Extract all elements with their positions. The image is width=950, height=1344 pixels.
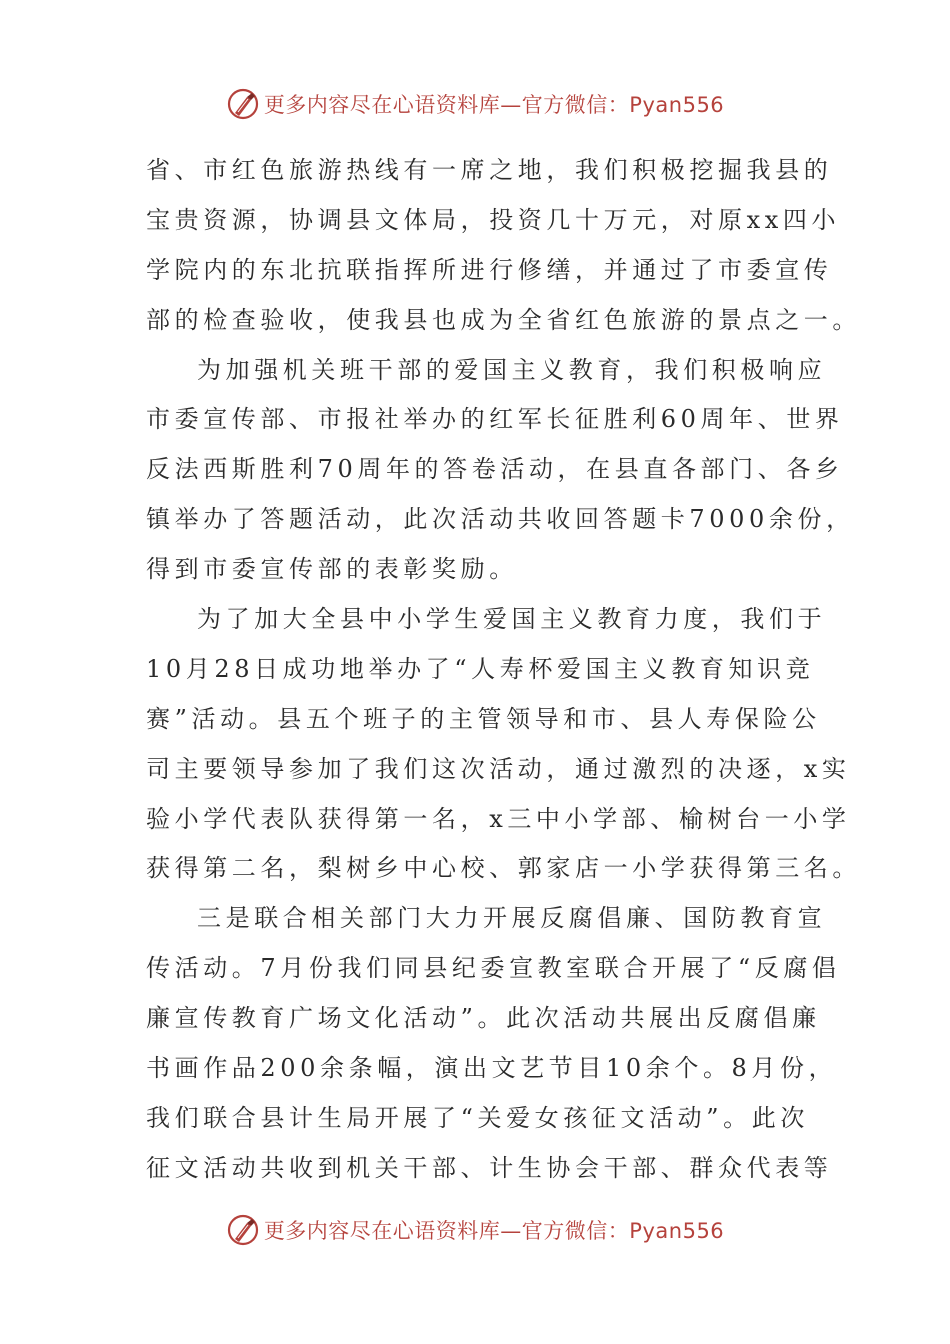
footer-banner-text: 更多内容尽在心语资料库—官方微信：Pyan556 — [263, 1219, 725, 1243]
text-line: 获得第二名，梨树乡中心校、郭家店一小学获得第三名。 — [146, 854, 861, 883]
text-line: 征文活动共收到机关干部、计生协会干部、群众代表等 — [146, 1153, 833, 1182]
pen-nib-logo-icon — [226, 87, 260, 121]
text-line: 为加强机关班干部的爱国主义教育，我们积极响应 — [197, 355, 827, 384]
text-line: 镇举办了答题活动，此次活动共收回答题卡7000余份， — [146, 505, 855, 534]
text-line: 学院内的东北抗联指挥所进行修缮，并通过了市委宣传 — [146, 255, 833, 284]
footer-banner — [0, 1210, 950, 1250]
text-line: 市委宣传部、市报社举办的红军长征胜利60周年、世界 — [146, 405, 844, 434]
text-line: 廉宣传教育广场文化活动”。此次活动共展出反腐倡廉 — [146, 1004, 821, 1033]
text-line: 得到市委宣传部的表彰奖励。 — [146, 555, 518, 584]
text-line: 10月28日成功地举办了“人寿杯爱国主义教育知识竞 — [146, 654, 815, 683]
text-line: 书画作品200余条幅，演出文艺节目10余个。8月份， — [146, 1054, 838, 1083]
text-line: 部的检查验收，使我县也成为全省红色旅游的景点之一。 — [146, 305, 861, 334]
text-line: 反法西斯胜利70周年的答卷活动，在县直各部门、各乡 — [146, 455, 844, 484]
text-line: 三是联合相关部门大力开展反腐倡廉、国防教育宣 — [197, 904, 827, 933]
text-line: 验小学代表队获得第一名，x三中小学部、榆树台一小学 — [146, 804, 851, 833]
document-body — [146, 146, 861, 1194]
header-banner-text: 更多内容尽在心语资料库—官方微信：Pyan556 — [263, 93, 725, 117]
text-line: 我们联合县计生局开展了“关爱女孩征文活动”。此次 — [146, 1103, 809, 1132]
header-banner — [0, 84, 950, 124]
text-line: 赛”活动。县五个班子的主管领导和市、县人寿保险公 — [146, 704, 821, 733]
text-line: 传活动。7月份我们同县纪委宣教室联合开展了“反腐倡 — [146, 954, 841, 983]
text-line: 为了加大全县中小学生爱国主义教育力度，我们于 — [197, 605, 827, 634]
pen-nib-logo-icon — [226, 1213, 260, 1247]
text-line: 省、市红色旅游热线有一席之地，我们积极挖掘我县的 — [146, 156, 833, 184]
text-line: 宝贵资源，协调县文体局，投资几十万元，对原xx四小 — [146, 205, 841, 234]
text-line: 司主要领导参加了我们这次活动，通过激烈的决逐，x实 — [146, 754, 851, 783]
